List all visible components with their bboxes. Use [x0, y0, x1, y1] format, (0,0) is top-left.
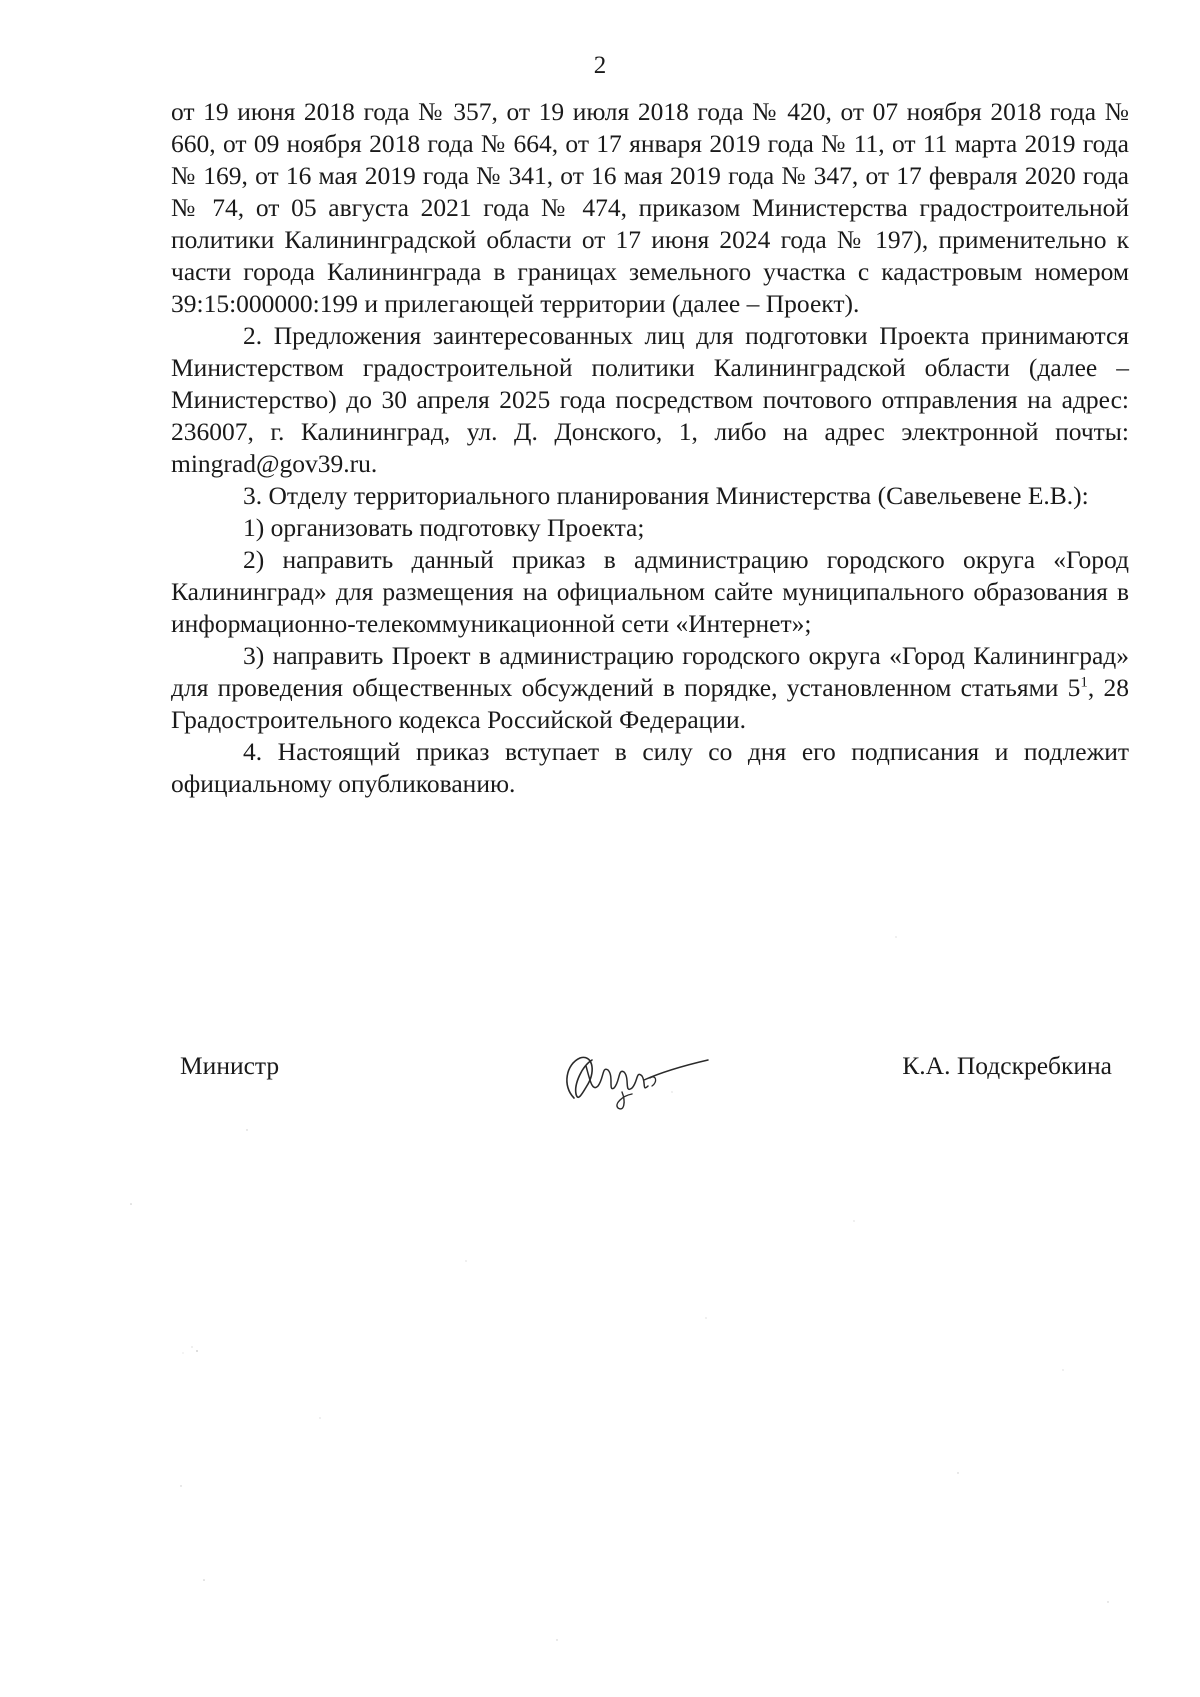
paragraph-3-item-3-text-end: , 28 Градостроительного кодекса Российской Федерации. — [171, 673, 1129, 734]
paragraph-3-item-2: 2) направить данный приказ в администрацию городского округа «Город Калининград» для размещения на официальном сайте муниципального образования в информационно-телекоммуникационной сети «Интернет»; — [171, 545, 1129, 638]
signature-block — [0, 1036, 1200, 1126]
page-number: 2 — [593, 52, 607, 79]
paragraph-3-item-3 — [171, 640, 1129, 736]
paragraph-3-item-3-text: 3) направить Проект в администрацию городского округа «Город Калининград» для проведения общественных обсуждений в порядке, установленном статьями 5 — [171, 641, 1129, 702]
paragraph-3-item-1: 1) организовать подготовку Проекта; — [243, 513, 645, 542]
paragraph-1-continuation: от 19 июня 2018 года № 357, от 19 июля 2018 года № 420, от 07 ноября 2018 года № 660, от 09 ноября 2018 года № 664, от 17 января 2019 года № 11, от 11 марта 2019 года № 169, от 16 мая 2019 года № 341, от 16 мая 2019 года № 347, от 17 февраля 2020 года № 74, от 05 августа 2021 года № 474, приказом Министерства градостроительной политики Калининградской области от 17 июня 2024 года № 197), применительно к части города Калининграда в границах земельного участка с кадастровым номером 39:15:000000:199 и прилегающей территории (далее – Проект). — [171, 97, 1129, 318]
paragraph-2: 2. Предложения заинтересованных лиц для подготовки Проекта принимаются Министерством градостроительной политики Калининградской области (далее – Министерство) до 30 апреля 2025 года посредством почтового отправления на адрес: 236007, г. Калининград, ул. Д. Донского, 1, либо на адрес электронной почты: mingrad@gov39.ru. — [171, 321, 1129, 478]
document-body — [171, 96, 1129, 800]
superscript: 1 — [1080, 674, 1088, 691]
signer-title: Министр — [180, 1051, 280, 1080]
signer-name: К.А. Подскребкина — [902, 1051, 1112, 1080]
paragraph-4: 4. Настоящий приказ вступает в силу со дня его подписания и подлежит официальному опубликованию. — [171, 737, 1129, 798]
paragraph-3: 3. Отделу территориального планирования Министерства (Савельевене Е.В.): — [243, 481, 1089, 510]
handwritten-signature-icon — [552, 1036, 712, 1116]
